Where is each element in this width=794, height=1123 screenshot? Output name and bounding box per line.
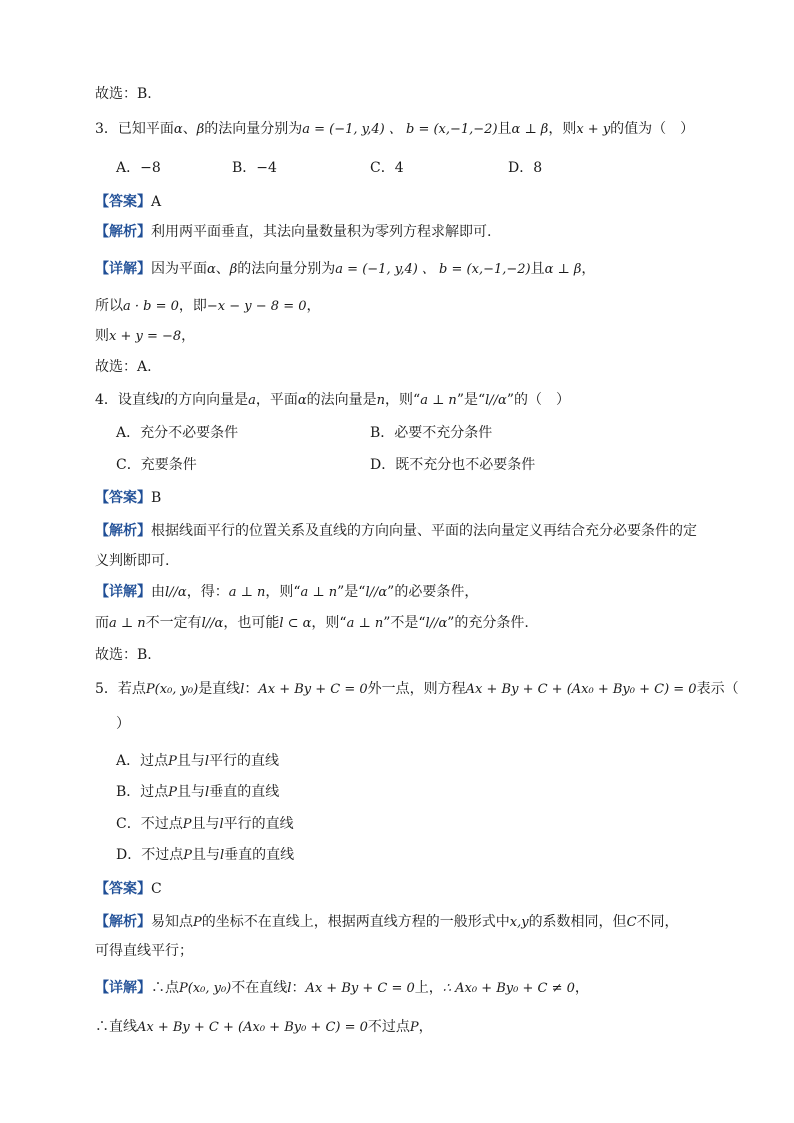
math: x + y xyxy=(576,122,611,137)
detail-line: 而a ⊥ n不一定有l//α，也可能l ⊂ α，则“a ⊥ n”不是“l//α”的充分条件. xyxy=(95,615,529,631)
detail-line: 【详解】∴点P(x₀, y₀)不在直线l：Ax + By + C = 0上，∴ Ax₀ + By₀ + C ≠ 0， xyxy=(95,980,589,996)
q3-option-d: D．8 xyxy=(508,160,543,176)
answer-choice-line: 故选：B. xyxy=(95,86,152,102)
q3-option-a: A．−8 xyxy=(116,160,161,176)
math: β xyxy=(196,122,205,137)
question-5-stem-cont: ） xyxy=(116,716,130,732)
answer-line: 【答案】C xyxy=(95,881,162,897)
detail-line: 【详解】由l//α，得：a ⊥ n，则“a ⊥ n”是“l//α”的必要条件， xyxy=(95,584,479,600)
answer-choice-line: 故选：B. xyxy=(95,647,152,663)
math: α ⊥ β xyxy=(511,122,549,137)
q4-option-d: D．既不充分也不必要条件 xyxy=(370,457,536,473)
text: 的法向量分别为 xyxy=(204,121,303,137)
detail-line: 【详解】因为平面α、β的法向量分别为a = (−1, y,4) 、 b = (x,−1,−2)且α ⊥ β， xyxy=(95,261,596,277)
q5-option-a: A．过点P且与l平行的直线 xyxy=(116,753,280,769)
q5-option-d: D．不过点P且与l垂直的直线 xyxy=(116,847,295,863)
text: 3．已知平面 xyxy=(95,121,174,137)
detail-line: 则x + y = −8， xyxy=(95,328,196,344)
detail-line: ∴直线Ax + By + C + (Ax₀ + By₀ + C) = 0不过点P， xyxy=(95,1019,433,1035)
analysis-line: 可得直线平行； xyxy=(95,943,193,959)
detail-tag: 【详解】 xyxy=(95,261,151,277)
question-5-stem: 5．若点P(x₀, y₀)是直线l：Ax + By + C = 0外一点，则方程Ax + By + C + (Ax₀ + By₀ + C) = 0表示（ xyxy=(95,681,739,697)
text: ，则 xyxy=(548,121,577,137)
question-3-stem xyxy=(95,119,694,140)
answer-tag: 【答案】 xyxy=(95,194,151,210)
text: 且 xyxy=(497,121,512,137)
q3-option-c: C．4 xyxy=(370,160,404,176)
analysis-line: 【解析】根据线面平行的位置关系及直线的方向向量、平面的法向量定义再结合充分必要条件的定 xyxy=(95,523,697,539)
analysis-line: 【解析】易知点P的坐标不在直线上，根据两直线方程的一般形式中x,y的系数相同，但C不同， xyxy=(95,914,679,930)
math: α xyxy=(173,122,183,137)
q5-option-b: B．过点P且与l垂直的直线 xyxy=(116,784,280,800)
detail-line: 所以a · b = 0，即−x − y − 8 = 0， xyxy=(95,298,321,314)
text: 的值为（ ） xyxy=(610,121,695,137)
question-4-stem: 4．设直线l的方向向量是a，平面α的法向量是n，则“a ⊥ n”是“l//α”的（ ） xyxy=(95,392,571,408)
q3-option-b: B．−4 xyxy=(232,160,277,176)
q4-option-a: A．充分不必要条件 xyxy=(116,425,239,441)
analysis-tag: 【解析】 xyxy=(95,224,151,240)
analysis-line: 义判断即可. xyxy=(95,553,170,569)
q5-option-c: C．不过点P且与l平行的直线 xyxy=(116,816,294,832)
q4-option-c: C．充要条件 xyxy=(116,457,197,473)
text: 、 xyxy=(182,121,197,137)
analysis-line: 【解析】利用两平面垂直，其法向量数量积为零列方程求解即可. xyxy=(95,224,492,240)
answer-line: 【答案】B xyxy=(95,490,162,506)
answer-line: 【答案】A xyxy=(95,194,162,210)
math: a = (−1, y,4) 、 b = (x,−1,−2) xyxy=(302,122,498,137)
q4-option-b: B．必要不充分条件 xyxy=(370,425,493,441)
answer-choice-line: 故选：A. xyxy=(95,359,152,375)
